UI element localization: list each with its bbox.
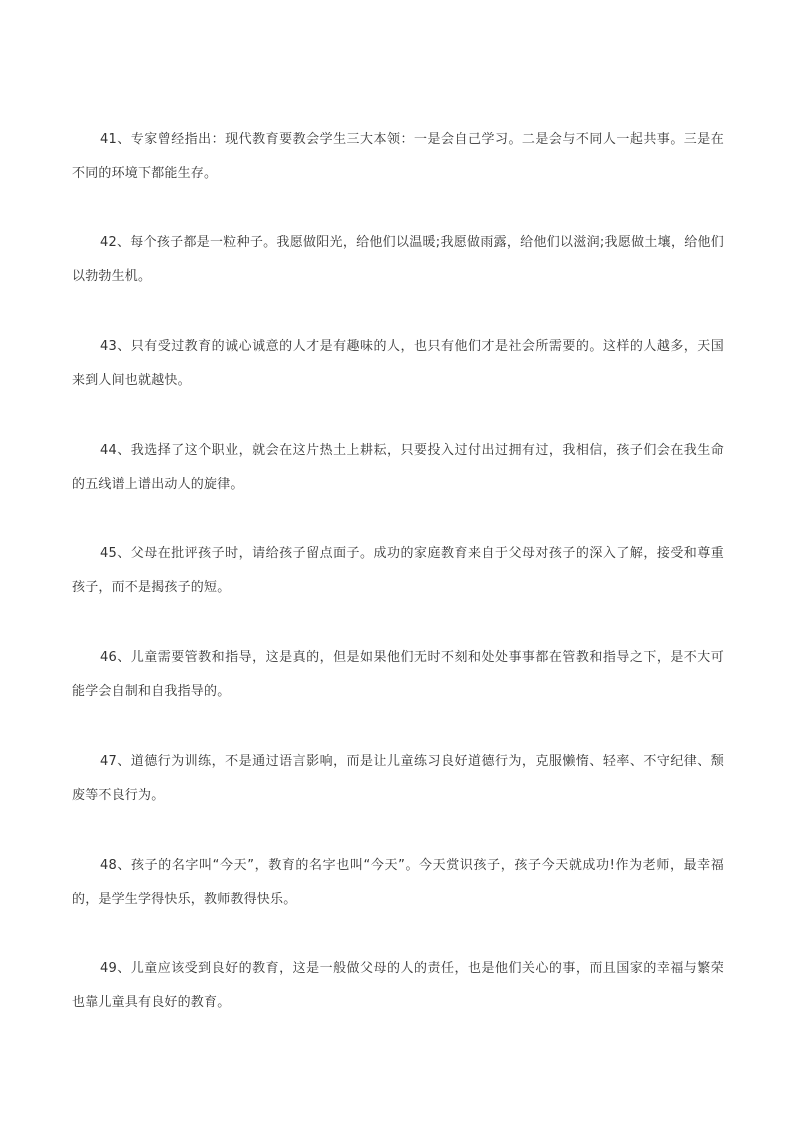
quote-paragraph-45: 45、父母在批评孩子时，请给孩子留点面子。成功的家庭教育来自于父母对孩子的深入了解，接受和尊重孩子，而不是揭孩子的短。: [72, 546, 724, 595]
quote-paragraph-41: 41、专家曾经指出：现代教育要教会学生三大本领：一是会自己学习。二是会与不同人一起共事。三是在不同的环境下都能生存。: [72, 132, 724, 181]
quote-paragraph-49: 49、儿童应该受到良好的教育，这是一般做父母的人的责任，也是他们关心的事，而且国家的幸福与繁荣也靠儿童具有良好的教育。: [72, 961, 724, 1010]
quote-paragraph-44: 44、我选择了这个职业，就会在这片热土上耕耘，只要投入过付出过拥有过，我相信，孩子们会在我生命的五线谱上谱出动人的旋律。: [72, 443, 724, 492]
quote-paragraph-46: 46、儿童需要管教和指导，这是真的，但是如果他们无时不刻和处处事事都在管教和指导之下，是不大可能学会自制和自我指导的。: [72, 650, 724, 699]
quote-paragraph-42: 42、每个孩子都是一粒种子。我愿做阳光，给他们以温暖;我愿做雨露，给他们以滋润;我愿做土壤，给他们以勃勃生机。: [72, 235, 724, 284]
quote-paragraph-43: 43、只有受过教育的诚心诚意的人才是有趣味的人，也只有他们才是社会所需要的。这样的人越多，天国来到人间也就越快。: [72, 339, 724, 388]
quote-paragraph-47: 47、道德行为训练，不是通过语言影响，而是让儿童练习良好道德行为，克服懒惰、轻率、不守纪律、颓废等不良行为。: [72, 754, 724, 803]
quote-paragraph-48: 48、孩子的名字叫“今天”，教育的名字也叫“今天”。今天赏识孩子，孩子今天就成功!作为老师，最幸福的，是学生学得快乐，教师教得快乐。: [72, 858, 724, 907]
